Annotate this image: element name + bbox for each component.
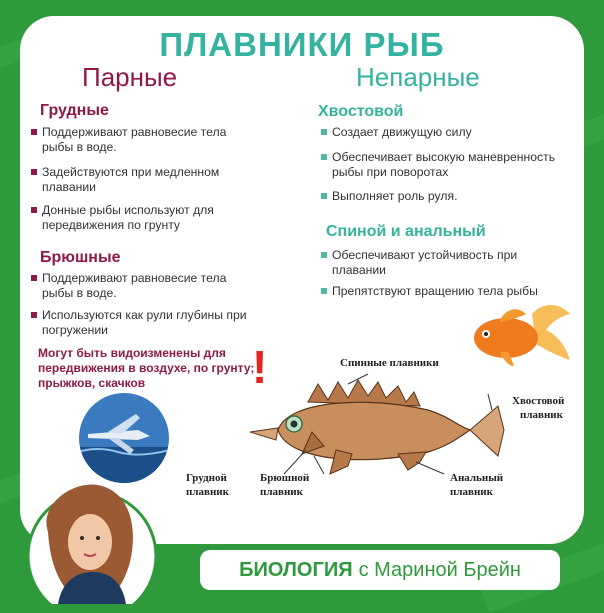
bullet-icon: [321, 129, 327, 135]
label-anal: [450, 471, 503, 499]
bullet-icon: [321, 288, 327, 294]
list-item-text: Донные рыбы используют для передвижения по грунту: [42, 203, 214, 232]
label-anal-line2: плавник: [450, 486, 493, 498]
list-item-text: Обеспечивают устойчивость при плавании: [332, 248, 518, 277]
bullet-icon: [31, 169, 37, 175]
unpaired-heading: Непарные: [356, 62, 480, 92]
page-title: ПЛАВНИКИ РЫБ: [159, 26, 445, 63]
label-pelvic: [260, 471, 309, 499]
list-item: [42, 165, 257, 195]
bullet-icon: [31, 275, 37, 281]
label-pectoral-line2: плавник: [186, 486, 229, 498]
list-item: [42, 271, 257, 301]
list-item-text: Препятствуют вращению тела рыбы: [332, 284, 538, 298]
bullet-icon: [321, 154, 327, 160]
bullet-icon: [321, 193, 327, 199]
label-pelvic-line2: плавник: [260, 486, 303, 498]
list-item: [332, 189, 572, 204]
footer-author: с Мариной Брейн: [358, 558, 521, 581]
list-item-text: Задействуются при медленном плавании: [42, 165, 220, 194]
list-item: [332, 125, 572, 140]
list-item-text: Создает движущую силу: [332, 125, 472, 139]
caudal-title: Хвостовой: [318, 103, 404, 120]
bullet-icon: [31, 129, 37, 135]
list-item-text: Поддерживают равновесие тела рыбы в воде.: [42, 125, 227, 154]
label-pectoral: [186, 471, 229, 499]
list-item-text: Используются как рули глубины при погружении: [42, 308, 247, 337]
list-item-text: Поддерживают равновесие тела рыбы в воде.: [42, 271, 227, 300]
list-item-text: Обеспечивает высокую маневренность рыбы при поворотах: [332, 150, 556, 179]
footer-brand: БИОЛОГИЯ: [239, 558, 353, 581]
goldfish-image: [470, 300, 574, 372]
flying-fish-image: [78, 392, 170, 484]
footer-banner: [200, 550, 560, 590]
label-pectoral-line1: Грудной: [186, 472, 227, 484]
bullet-icon: [321, 252, 327, 258]
label-pelvic-line1: Брюшной: [260, 472, 310, 484]
label-caudal: [512, 394, 564, 422]
bullet-icon: [31, 207, 37, 213]
avatar: [18, 472, 168, 604]
list-item: [332, 150, 572, 180]
dorsal-anal-title: Спиной и анальный: [326, 223, 486, 240]
paired-heading: Парные: [82, 62, 178, 92]
label-caudal-line2: плавник: [520, 409, 563, 421]
list-item: [332, 284, 572, 299]
pectoral-title: Грудные: [40, 102, 109, 119]
bullet-icon: [31, 312, 37, 318]
pelvic-title: Брюшные: [40, 249, 121, 266]
list-item: [42, 203, 257, 233]
label-caudal-line1: Хвостовой: [512, 395, 565, 407]
list-item-text: Выполняет роль руля.: [332, 189, 458, 203]
list-item: [42, 125, 257, 155]
label-dorsal: Спинные плавники: [340, 357, 439, 369]
list-item: [42, 308, 267, 338]
exclamation-icon: !: [252, 341, 268, 393]
modification-note: Могут быть видоизменены для передвижения в воздухе, по грунту; прыжков, скачков: [38, 346, 255, 390]
label-anal-line1: Анальный: [450, 472, 504, 484]
list-item: [332, 248, 572, 278]
